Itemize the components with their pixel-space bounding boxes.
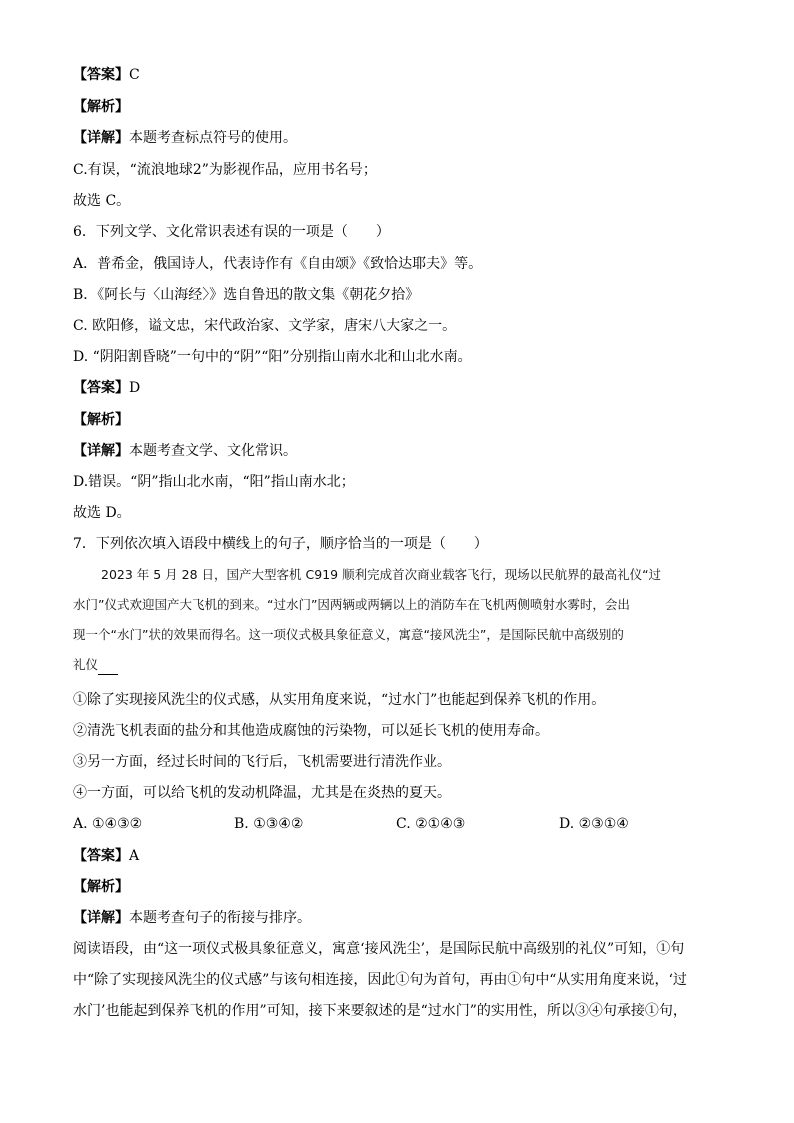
q5-answer-line	[73, 65, 140, 85]
q7-choice-d: D. ②③①④	[559, 816, 629, 832]
q7-choices	[73, 814, 721, 834]
analysis-label: 【解析】	[73, 879, 129, 895]
q7-explanation-line: 水门’也能起到保养飞机的作用”可知，接下来要叙述的是“过水门”的实用性，所以③④句承接①句，	[73, 1003, 687, 1019]
passage-line: 2023 年 5 月 28 日，国产大型客机 C919 顺利完成首次商业载客飞行，现场以民航界的最高礼仪“过	[101, 567, 662, 582]
answer-tag: 【答案】	[73, 67, 129, 83]
passage-last-line	[73, 655, 118, 675]
answer-value: A	[129, 848, 140, 864]
q7-stem: 7．下列依次填入语段中横线上的句子，顺序恰当的一项是（ ）	[73, 536, 488, 552]
q7-choice-a: A. ①④③②	[73, 816, 143, 832]
detail-tag: 【详解】	[73, 443, 129, 459]
q7-choice-c: C. ②①④③	[396, 816, 466, 832]
q6-option-c: C. 欧阳修，谥文忠，宋代政治家、文学家，唐宋八大家之一。	[73, 318, 457, 334]
answer-tag: 【答案】	[73, 380, 129, 396]
q7-choice-b: B. ①③④②	[234, 816, 304, 832]
q6-option-d: D. “阴阳割昏晓”一句中的“阴”“阳”分别指山南水北和山北水南。	[73, 349, 472, 365]
q5-explanation: C.有误，“流浪地球2”为影视作品，应用书名号；	[73, 162, 377, 178]
q6-option-b: B．《阿长与〈山海经〉》选自鲁迅的散文集《朝花夕拾》	[73, 287, 420, 303]
detail-text: 本题考查标点符号的使用。	[129, 130, 297, 146]
answer-value: D	[129, 380, 141, 396]
q6-stem: 6．下列文学、文化常识表述有误的一项是（ ）	[73, 224, 390, 240]
q5-detail-line	[73, 128, 297, 148]
detail-tag: 【详解】	[73, 910, 129, 926]
analysis-label: 【解析】	[73, 412, 129, 428]
q7-sentence-2: ②清洗飞机表面的盐分和其他造成腐蚀的污染物，可以延长飞机的使用寿命。	[73, 723, 549, 739]
q6-option-a: A．普希金，俄国诗人，代表诗作有《自由颂》《致恰达耶夫》等。	[73, 256, 483, 272]
q7-sentence-3: ③另一方面，经过长时间的飞行后，飞机需要进行清洗作业。	[73, 754, 451, 770]
q6-answer-line	[73, 378, 140, 398]
passage-line: 水门”仪式欢迎国产大飞机的到来。“过水门”因两辆或两辆以上的消防车在飞机两侧喷射水雾时，会出	[73, 597, 630, 612]
answer-tag: 【答案】	[73, 848, 129, 864]
passage-line: 现一个“水门”状的效果而得名。这一项仪式极具象征意义，寓意“接风洗尘”，是国际民航中高级别的	[73, 627, 624, 642]
q7-detail-line	[73, 908, 311, 928]
fill-blank	[98, 660, 118, 675]
detail-tag: 【详解】	[73, 130, 129, 146]
q6-conclusion: 故选 D。	[73, 505, 131, 521]
q7-sentence-1: ①除了实现接风洗尘的仪式感，从实用角度来说，“过水门”也能起到保养飞机的作用。	[73, 692, 606, 708]
q7-explanation-line: 阅读语段，由“这一项仪式极具象征意义，寓意‘接风洗尘’，是国际民航中高级别的礼仪”可知，①句	[73, 941, 685, 957]
detail-text: 本题考查文学、文化常识。	[129, 443, 297, 459]
q7-sentence-4: ④一方面，可以给飞机的发动机降温，尤其是在炎热的夏天。	[73, 785, 451, 801]
q5-conclusion: 故选 C。	[73, 193, 131, 209]
detail-text: 本题考查句子的衔接与排序。	[129, 910, 311, 926]
analysis-label: 【解析】	[73, 99, 129, 115]
q7-explanation-line: 中“除了实现接风洗尘的仪式感”与该句相连接，因此①句为首句，再由①句中“从实用角度来说，‘过	[73, 972, 687, 988]
q6-explanation: D.错误。“阴”指山北水南，“阳”指山南水北；	[73, 474, 355, 490]
passage-line: 礼仪	[73, 657, 99, 672]
q7-answer-line	[73, 846, 139, 866]
q6-detail-line	[73, 441, 297, 461]
q7-passage	[73, 565, 721, 672]
answer-value: C	[129, 67, 140, 83]
